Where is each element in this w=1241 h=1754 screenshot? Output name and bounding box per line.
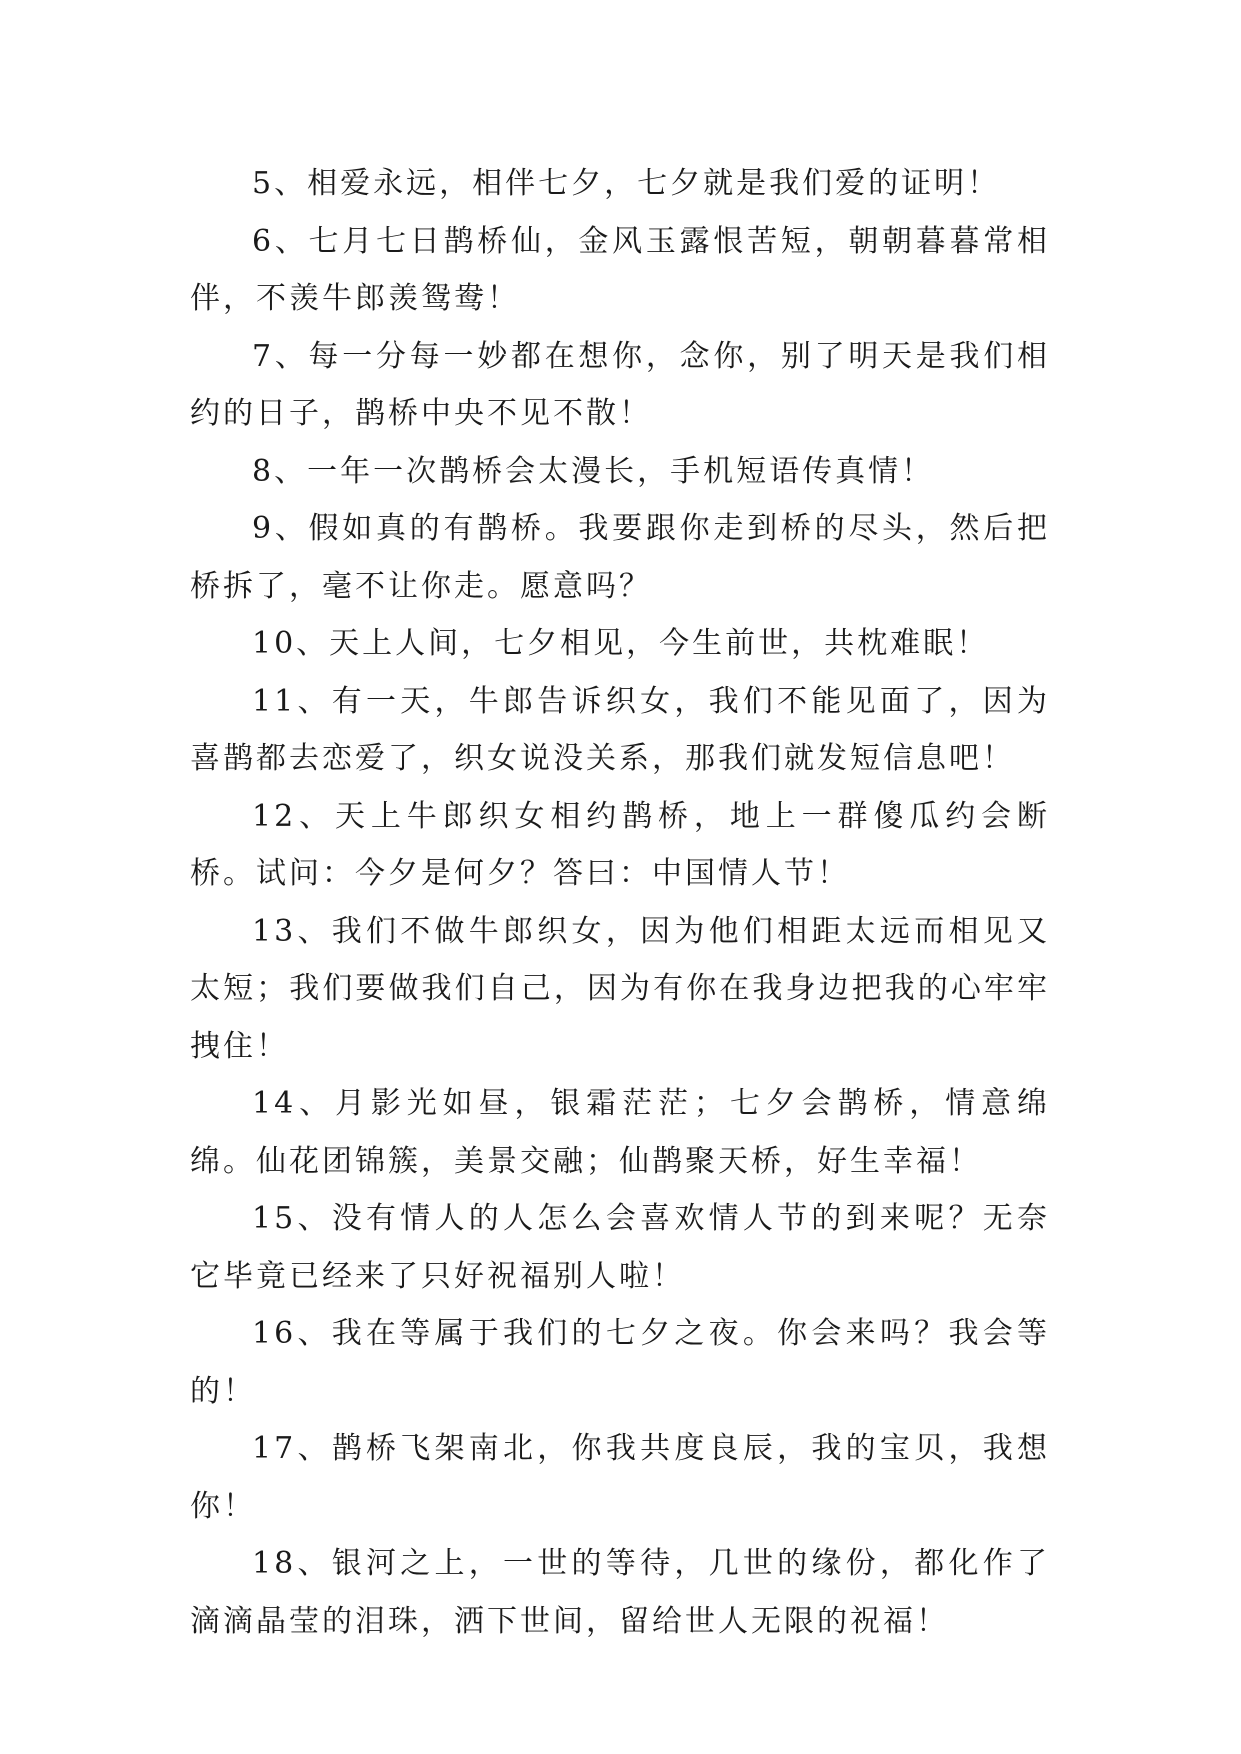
paragraph-item-13: 13、我们不做牛郎织女，因为他们相距太远而相见又太短；我们要做我们自己，因为有你在我身边把我的心牢牢拽住！ bbox=[190, 913, 1050, 1064]
paragraph-item-7: 7、每一分每一妙都在想你，念你，别了明天是我们相约的日子，鹊桥中央不见不散！ bbox=[190, 338, 1050, 431]
paragraph-item-14: 14、月影光如昼，银霜茫茫；七夕会鹊桥，情意绵绵。仙花团锦簇，美景交融；仙鹊聚天桥，好生幸福！ bbox=[190, 1086, 1050, 1179]
paragraph-item-11: 11、有一天，牛郎告诉织女，我们不能见面了，因为喜鹊都去恋爱了，织女说没关系，那我们就发短信息吧！ bbox=[190, 683, 1050, 776]
paragraph-item-6: 6、七月七日鹊桥仙，金风玉露恨苦短，朝朝暮暮常相伴，不羡牛郎羡鸳鸯！ bbox=[190, 223, 1050, 316]
paragraph-item-18: 18、银河之上，一世的等待，几世的缘份，都化作了滴滴晶莹的泪珠，洒下世间，留给世人无限的祝福！ bbox=[190, 1546, 1050, 1639]
paragraph-item-16: 16、我在等属于我们的七夕之夜。你会来吗？我会等的！ bbox=[190, 1316, 1050, 1409]
document-body bbox=[190, 155, 1050, 1650]
paragraph-item-8: 8、一年一次鹊桥会太漫长，手机短语传真情！ bbox=[252, 453, 935, 489]
paragraph-item-17: 17、鹊桥飞架南北，你我共度良辰，我的宝贝，我想你！ bbox=[190, 1431, 1050, 1524]
paragraph-item-15: 15、没有情人的人怎么会喜欢情人节的到来呢？无奈它毕竟已经来了只好祝福别人啦！ bbox=[190, 1201, 1050, 1294]
paragraph-item-10: 10、天上人间，七夕相见，今生前世，共枕难眠！ bbox=[252, 626, 990, 661]
paragraph-item-12: 12、天上牛郎织女相约鹊桥，地上一群傻瓜约会断桥。试问：今夕是何夕？答曰：中国情人节！ bbox=[190, 798, 1050, 891]
paragraph-item-9: 9、假如真的有鹊桥。我要跟你走到桥的尽头，然后把桥拆了，毫不让你走。愿意吗？ bbox=[190, 511, 1050, 604]
paragraph-item-5: 5、相爱永远，相伴七夕，七夕就是我们爱的证明！ bbox=[252, 166, 1001, 201]
